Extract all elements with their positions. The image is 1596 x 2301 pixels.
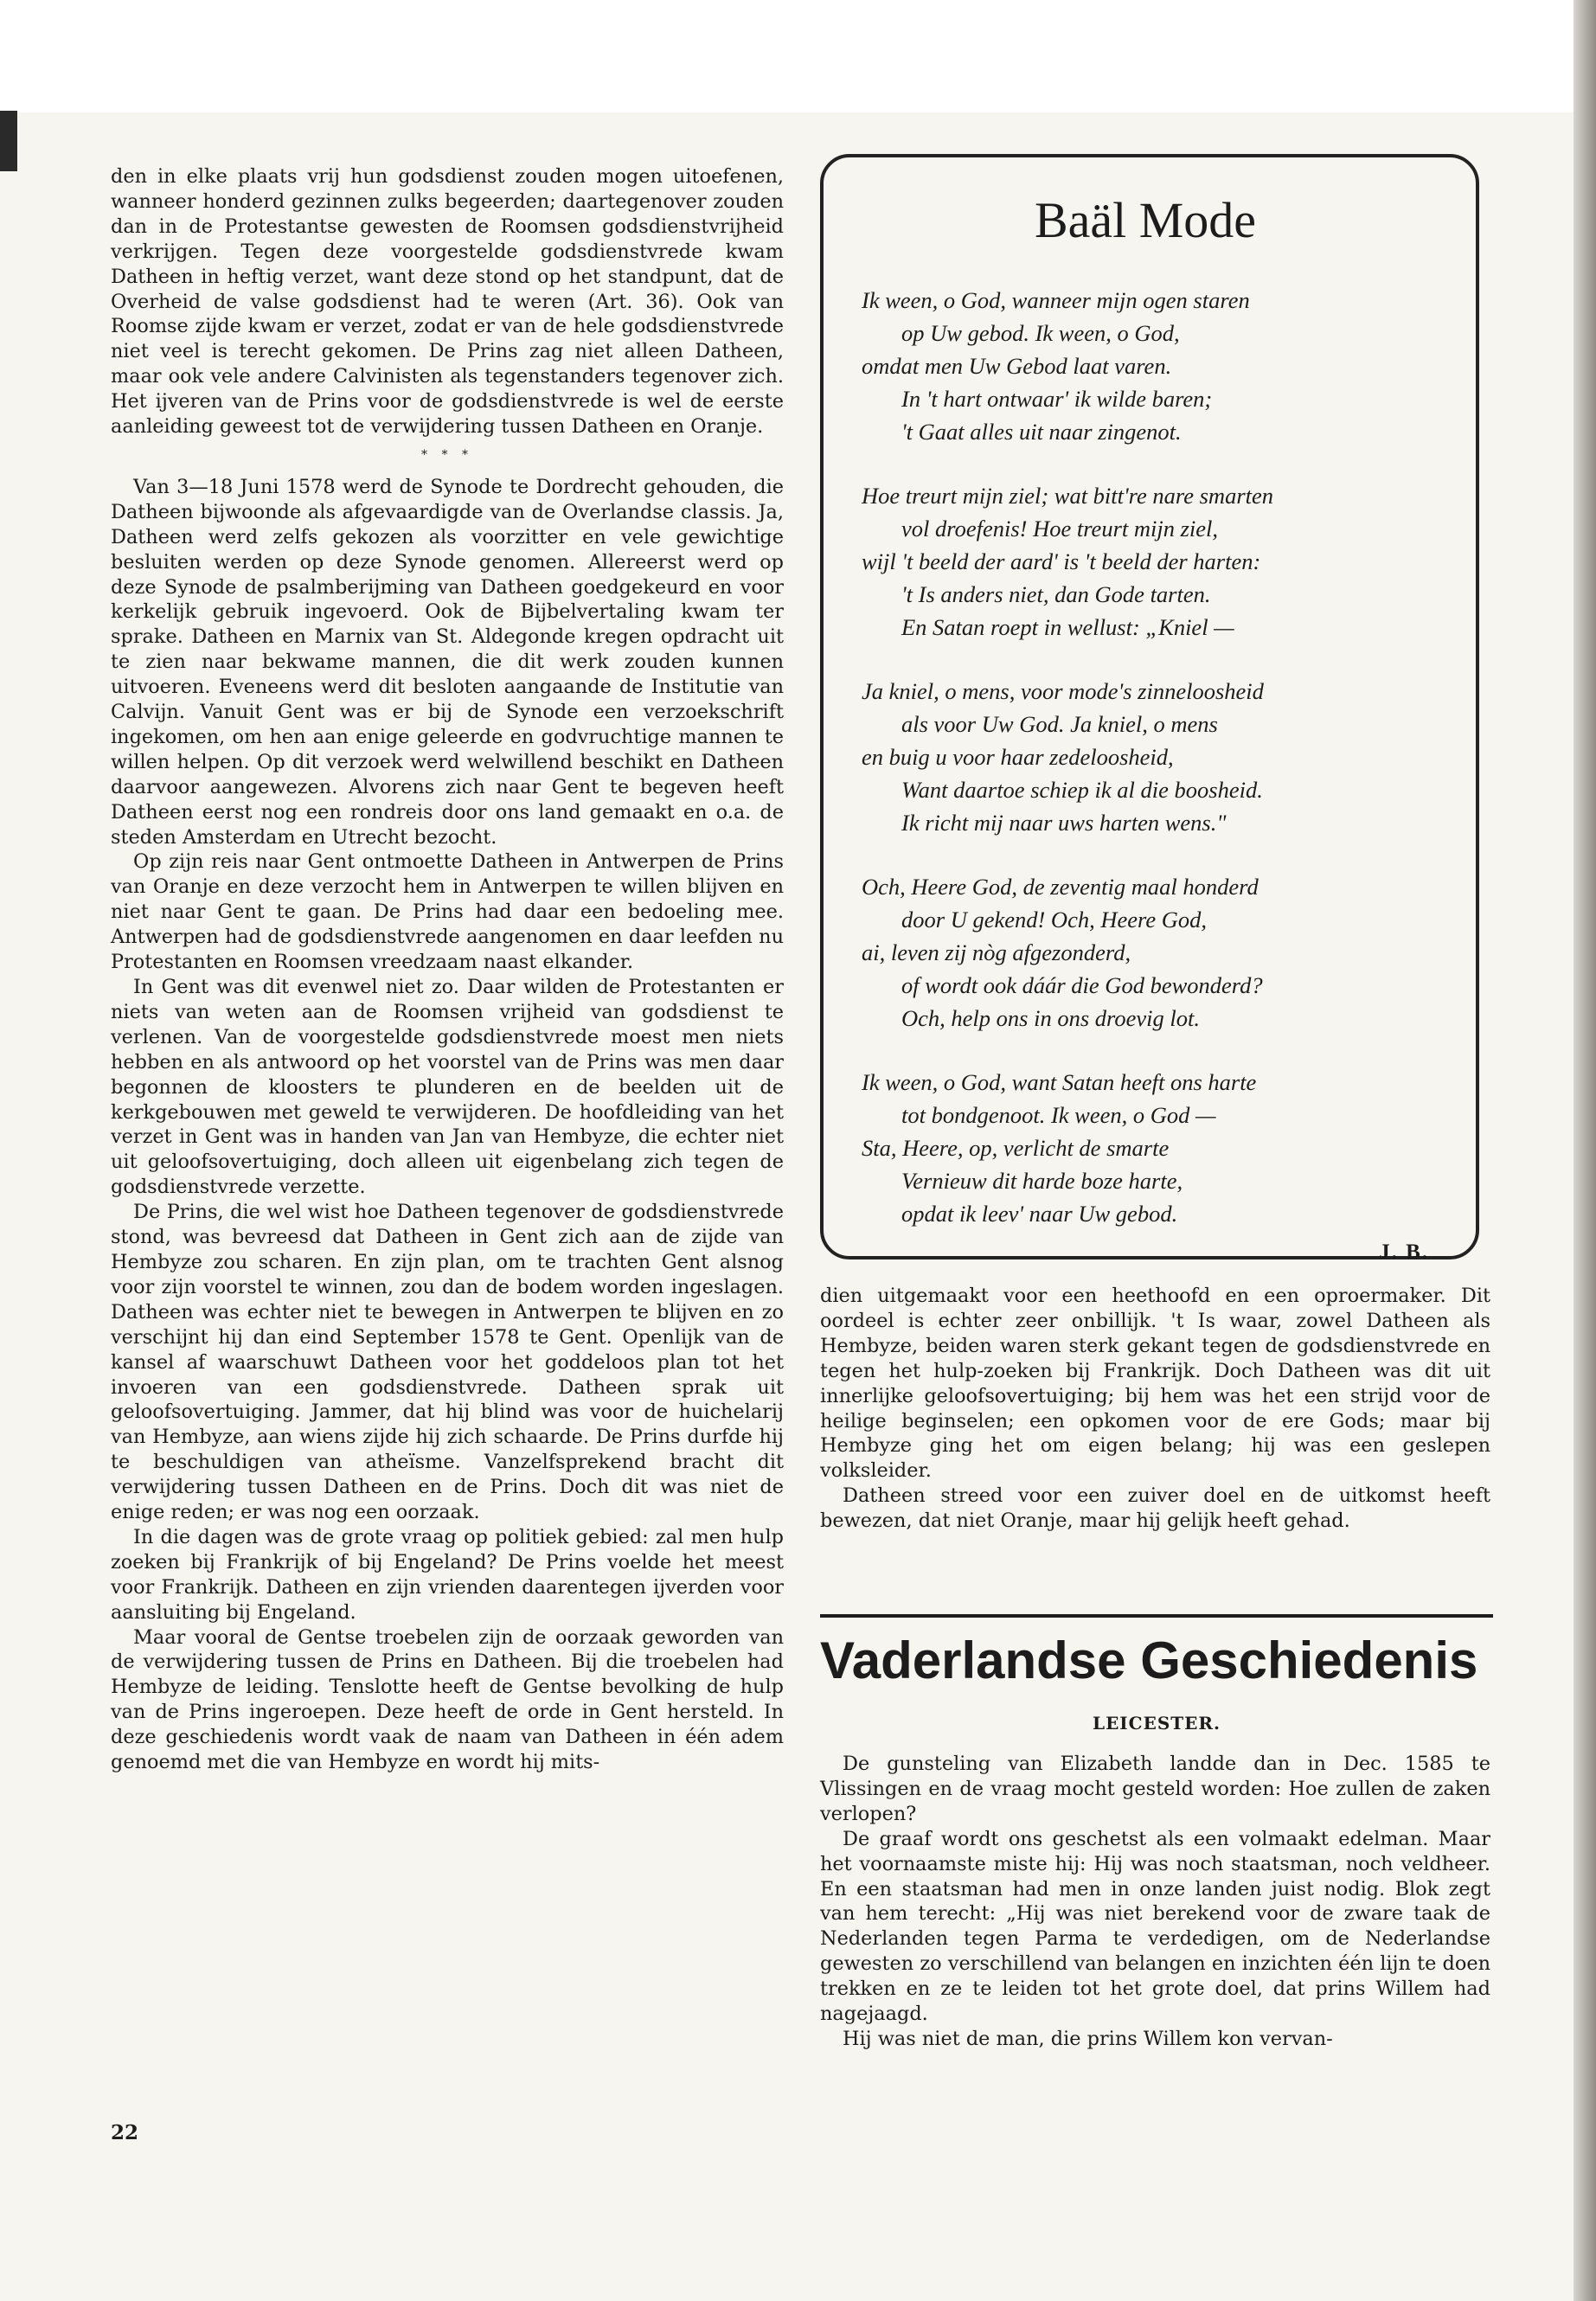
poem-stanza bbox=[862, 284, 1429, 448]
scan-margin-top bbox=[0, 0, 1596, 112]
poem-line: Ik ween, o God, wanneer mijn ogen staren bbox=[862, 287, 1250, 313]
paragraph: De Prins, die wel wist hoe Datheen tegenover de godsdienstvrede stond, was bevreesd dat Datheen in Gent zich aan de zijde van Hembyze zou scharen. En zijn plan, om te trachten Gent alsnog voor zijn voorstel te winnen, zou dan de bodem worden ingeslagen. Datheen was echter niet te bewegen in Antwerpen te blijven en zo verschijnt hij dan eind September 1578 te Gent. Openlijk van de kansel af waarschuwt Datheen voor het goddeloos plan tot het invoeren van een godsdienstvrede. Datheen sprak uit geloofsovertuiging. Jammer, dat hij blind was voor de huichelarij van Hembyze, aan wiens zijde hij zich schaarde. De Prins durfde hij te beschuldigen van atheïsme. Vanzelfsprekend bracht dit verwijdering tussen Datheen en de Prins. Doch dit was niet de enige reden; er was nog een oorzaak. bbox=[111, 1201, 784, 1524]
poem-stanza bbox=[862, 675, 1429, 839]
poem-line: tot bondgenoot. Ik ween, o God — bbox=[901, 1102, 1216, 1128]
poem-line: Vernieuw dit harde boze harte, bbox=[901, 1168, 1183, 1194]
section-subheading: LEICESTER. bbox=[1093, 1713, 1221, 1734]
poem-title: Baäl Mode bbox=[1034, 192, 1257, 248]
section-separator: * * * bbox=[421, 447, 473, 462]
poem-line: 't Gaat alles uit naar zingenot. bbox=[901, 419, 1182, 445]
poem-line: Hoe treurt mijn ziel; wat bitt're nare smarten bbox=[862, 483, 1274, 509]
poem-line: Och, help ons in ons droevig lot. bbox=[901, 1005, 1200, 1031]
poem-stanza bbox=[862, 870, 1429, 1035]
poem-line: wijl 't beeld der aard' is 't beeld der harten: bbox=[862, 548, 1261, 574]
poem-line: Want daartoe schiep ik al die boosheid. bbox=[901, 777, 1263, 803]
paragraph: Maar vooral de Gentse troebelen zijn de oorzaak geworden van de verwijdering tussen de Prins en Datheen. Bij die troebelen had Hembyze de leiding. Tenslotte heeft de Gentse bevolking de hulp van de Prins ingeroepen. Deze heeft de orde in Gent hersteld. In deze geschiedenis wordt vaak de naam van Datheen in één adem genoemd met die van Hembyze en wordt hij mits- bbox=[111, 1625, 784, 1774]
poem-signature: J. B. bbox=[1379, 1240, 1429, 1264]
paragraph: dien uitgemaakt voor een heethoofd en een oproermaker. Dit oordeel is echter zeer onbillijk. 't Is waar, zowel Datheen als Hembyze, beiden waren sterk gekant tegen de godsdienstvrede en tegen het hulp-zoeken bij Frankrijk. Doch Datheen was dit uit innerlijke geloofsovertuiging; bij hem was het een strijd voor de heilige beginselen; een opkomen voor de ere Gods; maar bij Hembyze ging het om eigen belang; hij was een geslepen volksleider. bbox=[820, 1285, 1490, 1483]
page-number: 22 bbox=[111, 2121, 139, 2144]
paragraph: Op zijn reis naar Gent ontmoette Datheen in Antwerpen de Prins van Oranje en deze verzocht hem in Antwerpen te willen blijven en niet naar Gent te gaan. De Prins had daar een bedoeling mee. Antwerpen had de godsdienstvrede aangenomen en daar leefden nu Protestanten en Roomsen vreedzaam naast elkander. bbox=[111, 850, 784, 974]
poem-line: vol droefenis! Hoe treurt mijn ziel, bbox=[901, 516, 1219, 542]
poem-line: Ja kniel, o mens, voor mode's zinneloosheid bbox=[862, 678, 1264, 704]
paragraph: In die dagen was de grote vraag op politiek gebied: zal men hulp zoeken bij Frankrijk of bij Engeland? De Prins voelde het meest voor Frankrijk. Datheen en zijn vrienden daarentegen ijverden voor aansluiting bij Engeland. bbox=[111, 1525, 784, 1624]
poem-line: ai, leven zij nòg afgezonderd, bbox=[862, 939, 1131, 965]
left-column bbox=[111, 164, 784, 1775]
poem-line: 't Is anders niet, dan Gode tarten. bbox=[901, 581, 1211, 607]
paragraph: Van 3—18 Juni 1578 werd de Synode te Dordrecht gehouden, die Datheen bijwoonde als afgevaardigde van de Overlandse classis. Ja, Datheen werd zelfs gekozen als voorzitter en vele gewichtige besluiten werden op deze Synode genomen. Allereerst werd op deze Synode de psalmberijming van Datheen goedgekeurd en voor kerkelijk gebruik ingevoerd. Ook de Bijbelvertaling kwam ter sprake. Datheen en Marnix van St. Aldegonde kregen opdracht uit te zien naar bekwame mannen, die dit werk zouden kunnen uitvoeren. Eveneens werd dit besloten aangaande de Institutie van Calvijn. Vanuit Gent was er bij de Synode een verzoekschrift ingekomen, om hen aan enige geleerde en godvruchtige mannen te willen helpen. Op dit verzoek werd welwillend beschikt en Datheen daarvoor aangewezen. Alvorens zich naar Gent te begeven heeft Datheen eerst nog een rondreis door ons land gemaakt en o.a. de steden Amsterdam en Utrecht bezocht. bbox=[111, 475, 784, 849]
paragraph: De gunsteling van Elizabeth landde dan in Dec. 1585 te Vlissingen en de vraag mocht gesteld worden: Hoe zullen de zaken verlopen? bbox=[820, 1753, 1490, 1825]
poem-line: en buig u voor haar zedeloosheid, bbox=[862, 744, 1174, 770]
poem-stanza bbox=[862, 479, 1429, 644]
paragraph: den in elke plaats vrij hun godsdienst zouden mogen uitoefenen, wanneer honderd gezinnen zulks begeerden; daartegenover zouden dan in de Protestantse gewesten de Roomsen godsdienstvrijheid verkrijgen. Tegen deze voorgestelde godsdienstvrede kwam Datheen in heftig verzet, want deze stond op het standpunt, dat de Overheid de valse godsdienst had te weren (Art. 36). Ook van Roomse zijde kwam er verzet, zodat er van de hele godsdienstvrede niet veel is terecht gekomen. De Prins zag niet alleen Datheen, maar ook vele andere Calvinisten als tegenstanders tegenover zich. Het ijveren van de Prins voor de godsdienstvrede is wel de eerste aanleiding geweest tot de verwijdering tussen Datheen en Oranje. bbox=[111, 165, 784, 439]
poem-box bbox=[820, 154, 1479, 1264]
binding-mark bbox=[0, 111, 17, 171]
poem-line: of wordt ook dáár die God bewonderd? bbox=[901, 972, 1263, 998]
poem-line: als voor Uw God. Ja kniel, o mens bbox=[901, 711, 1218, 737]
poem-line: Ik ween, o God, want Satan heeft ons harte bbox=[862, 1069, 1257, 1095]
section-body bbox=[820, 1752, 1490, 2052]
paragraph: Datheen streed voor een zuiver doel en de uitkomst heeft bewezen, dat niet Oranje, maar hij gelijk heeft gehad. bbox=[820, 1484, 1490, 1533]
section-heading: Vaderlandse Geschiedenis bbox=[820, 1631, 1478, 1689]
poem-line: omdat men Uw Gebod laat varen. bbox=[862, 353, 1172, 379]
right-column-continuation bbox=[820, 1284, 1490, 1534]
section-divider bbox=[820, 1614, 1493, 1618]
paragraph: Hij was niet de man, die prins Willem kon vervan- bbox=[843, 2027, 1333, 2050]
scan-shadow-right bbox=[1574, 0, 1596, 2301]
poem-line: op Uw gebod. Ik ween, o God, bbox=[901, 320, 1180, 346]
poem-line: Och, Heere God, de zeventig maal honderd bbox=[862, 874, 1259, 900]
poem-line: En Satan roept in wellust: „Kniel — bbox=[901, 614, 1234, 640]
poem-line: opdat ik leev' naar Uw gebod. bbox=[901, 1201, 1178, 1227]
poem-stanza bbox=[862, 1066, 1429, 1230]
paragraph: In Gent was dit evenwel niet zo. Daar wilden de Protestanten er niets van weten aan de Roomsen vrijheid van godsdienst te verlenen. Van de voorgestelde godsdienstvrede moest men niets hebben en als antwoord op het voorstel van de Prins was men daar begonnen de kloosters te plunderen en de beelden uit de kerkgebouwen met geweld te verwijderen. De hoofdleiding van het verzet in Gent was in handen van Jan van Hembyze, die echter niet uit geloofsovertuiging, doch alleen uit eigenbelang zich tegen de godsdienstvrede verzette. bbox=[111, 976, 784, 1199]
poem-line: Ik richt mij naar uws harten wens." bbox=[901, 810, 1227, 836]
paragraph: De graaf wordt ons geschetst als een volmaakt edelman. Maar het voornaamste miste hij: Hij was noch staatsman, noch veldheer. En een staatsman had men in onze landen juist nodig. Blok zegt van hem terecht: „Hij was niet berekend voor de zware taak de Nederlanden tegen Parma te verdedigen, om de Nederlandse gewesten zo verschillend van belangen en inzichten één lijn te doen trekken en ze te leiden tot het grote doel, dat prins Willem had nagejaagd. bbox=[820, 1827, 1490, 2026]
poem-line: door U gekend! Och, Heere God, bbox=[901, 907, 1207, 933]
poem-line: In 't hart ontwaar' ik wilde baren; bbox=[901, 386, 1213, 412]
poem-line: Sta, Heere, op, verlicht de smarte bbox=[862, 1135, 1170, 1161]
